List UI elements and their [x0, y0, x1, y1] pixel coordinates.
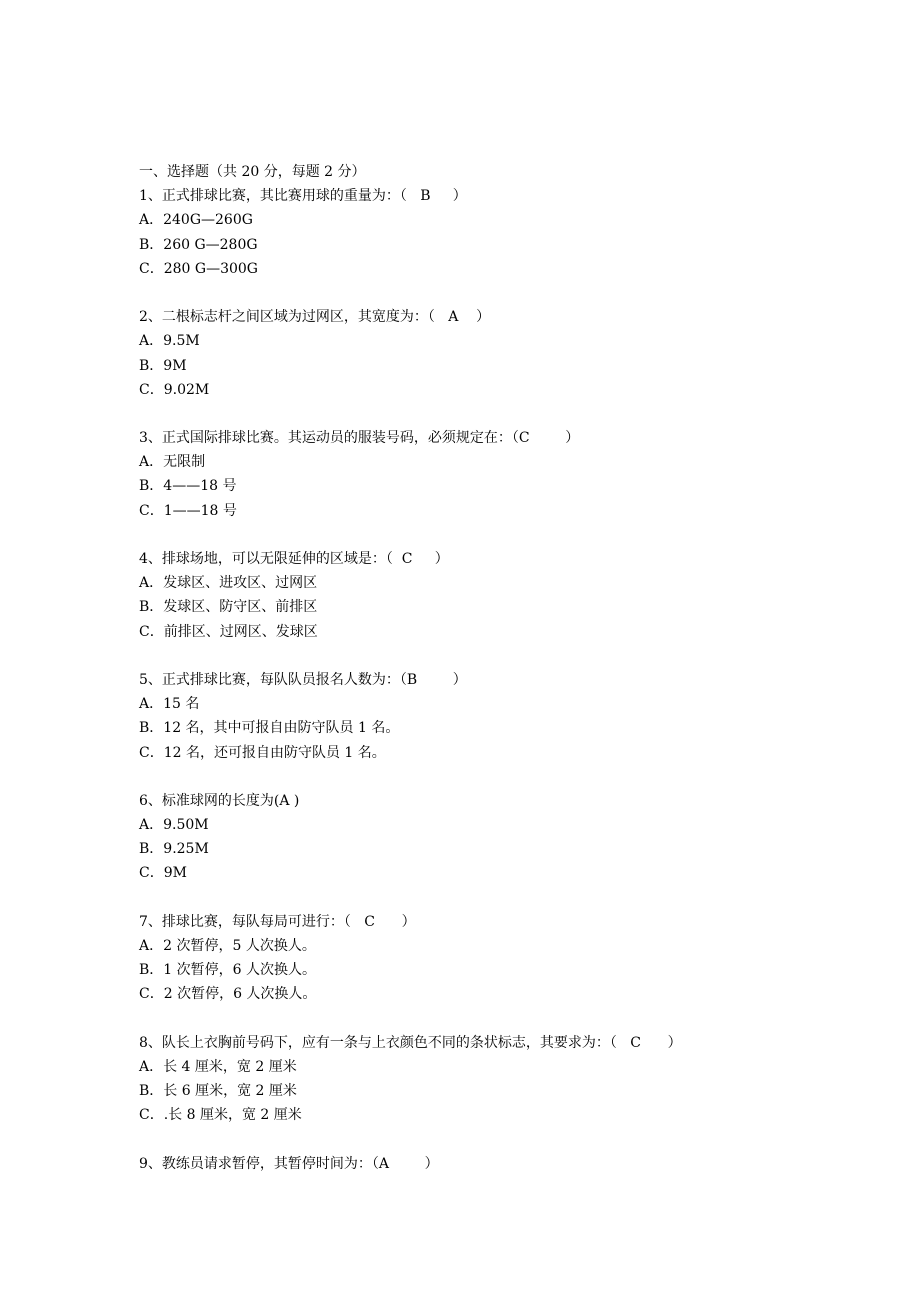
q1-option-c: C．280 G—300G	[139, 260, 258, 277]
q2-option-c: C．9.02M	[139, 381, 210, 398]
question-content	[139, 160, 859, 1176]
q8-option-b: B．长 6 厘米，宽 2 厘米	[139, 1083, 297, 1100]
q6-option-b: B．9.25M	[139, 841, 209, 858]
q3-option-c: C．1——18 号	[139, 502, 237, 519]
question-3: 3、正式国际排球比赛。其运动员的服装号码，必须规定在：（C ）	[139, 430, 580, 447]
q7-option-c: C．2 次暂停，6 人次换人。	[139, 986, 317, 1003]
q1-option-a: A．240G—260G	[139, 212, 253, 229]
q7-option-b: B．1 次暂停，6 人次换人。	[139, 962, 317, 979]
q8-option-c: C．.长 8 厘米，宽 2 厘米	[139, 1107, 302, 1124]
q2-option-b: B．9M	[139, 357, 187, 374]
q3-option-a: A．无限制	[139, 454, 206, 471]
question-9: 9、教练员请求暂停，其暂停时间为：（A ）	[139, 1155, 439, 1172]
q4-option-c: C．前排区、过网区、发球区	[139, 623, 318, 640]
q3-option-b: B．4——18 号	[139, 478, 237, 495]
question-2: 2、二根标志杆之间区域为过网区，其宽度为：（ A ）	[139, 309, 491, 326]
q5-option-c: C．12 名，还可报自由防守队员 1 名。	[139, 744, 386, 761]
question-6: 6、标准球网的长度为(A )	[139, 792, 300, 809]
question-8: 8、队长上衣胸前号码下，应有一条与上衣颜色不同的条状标志，其要求为：（ C ）	[139, 1034, 682, 1051]
question-7: 7、排球比赛，每队每局可进行：（ C ）	[139, 913, 416, 930]
section-title: 一、选择题（共 20 分，每题 2 分）	[139, 164, 366, 180]
q5-option-b: B．12 名，其中可报自由防守队员 1 名。	[139, 720, 400, 737]
q1-option-b: B．260 G—280G	[139, 236, 258, 253]
question-4: 4、排球场地，可以无限延伸的区域是：（ C ）	[139, 551, 449, 567]
spacer	[139, 886, 859, 910]
q4-option-a: A．发球区、进攻区、过网区	[139, 575, 318, 592]
q2-option-a: A．9.5M	[139, 333, 200, 350]
q5-option-a: A．15 名	[139, 696, 200, 713]
spacer	[139, 523, 859, 547]
q4-option-b: B．发球区、防守区、前排区	[139, 599, 318, 616]
q7-option-a: A．2 次暂停，5 人次换人。	[139, 938, 316, 954]
spacer	[139, 765, 859, 789]
spacer	[139, 644, 859, 668]
q6-option-c: C．9M	[139, 865, 187, 882]
spacer	[139, 402, 859, 426]
q8-option-a: A．长 4 厘米，宽 2 厘米	[139, 1058, 297, 1075]
q6-option-a: A．9.50M	[139, 817, 209, 834]
question-1: 1、正式排球比赛，其比赛用球的重量为：（ B ）	[139, 188, 467, 205]
spacer	[139, 1007, 859, 1031]
question-5: 5、正式排球比赛，每队队员报名人数为：（B ）	[139, 671, 467, 688]
spacer	[139, 1128, 859, 1152]
spacer	[139, 281, 859, 305]
